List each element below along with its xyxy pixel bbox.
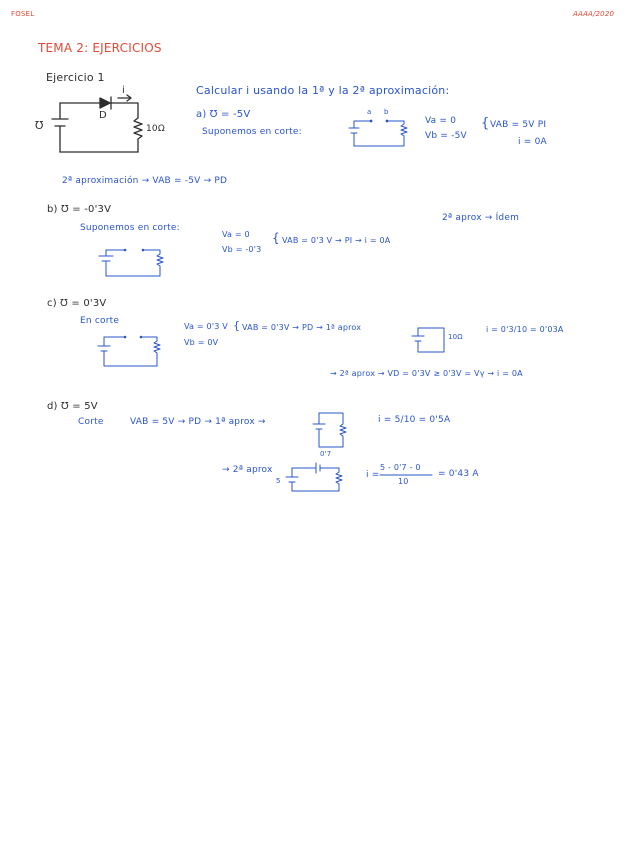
item-d-diode-drop: 0'7 [320,450,332,458]
item-a-brace: { [481,116,490,131]
item-c-second-approx: → 2ª aprox → VD = 0'3V ≥ 0'3V = Vγ → i = 0A [330,369,523,378]
exercise-heading: Ejercicio 1 [46,71,105,84]
item-c-brace: { [233,319,241,332]
item-d-current2-numerator: 5 - 0'7 - 0 [380,463,421,472]
item-d-current1: i = 5/10 = 0'5A [378,415,451,425]
exercise-prompt: Calcular i usando la 1ª y la 2ª aproximación: [196,84,450,97]
item-d-assumption: Corte [78,417,104,427]
item-c-assumption: En corte [80,316,120,326]
item-d-current2-denominator: 10 [398,477,409,486]
item-b-side-note: 2ª aprox → Ídem [442,213,520,223]
item-a-assumption: Suponemos en corte: [202,127,302,137]
page-title: TEMA 2: EJERCICIOS [38,41,162,55]
item-d-source-value: 5 [276,477,281,485]
item-b-brace: { [272,231,280,245]
header-date: AAAA/2020 [573,10,615,18]
item-d-current2-prefix: i = [366,470,380,480]
item-a-eq-va: Va = 0 [425,116,457,126]
item-b-eq-vb: Vb = -0'3 [222,245,262,254]
node-b-label: b [384,108,389,116]
item-a-result-vab: VAB = 5V PI [490,120,547,130]
item-c-eq-va: Va = 0'3 V [184,322,228,331]
current-label: i [122,85,125,96]
node-a-label: a [367,108,372,116]
item-b: b) Ʊ = -0'3V [47,204,112,215]
diode-label: D [99,110,107,121]
item-a-result-i: i = 0A [518,137,547,147]
item-a-eq-vb: Vb = -5V [425,131,467,141]
item-c-eq-vb: Vb = 0V [184,338,219,347]
item-c-result: VAB = 0'3V → PD → 1ª aprox [242,323,362,332]
header-subject: FOSEL [11,10,35,18]
item-a: a) Ʊ = -5V [196,109,251,120]
item-b-eq-va: Va = 0 [222,230,250,239]
item-c-resistor-label: 10Ω [448,333,463,341]
item-d-second-approx: → 2ª aprox [222,465,273,475]
source-label: Ʊ [35,119,44,132]
item-b-assumption: Suponemos en corte: [80,223,180,233]
item-a-second-approx: 2ª aproximación → VAB = -5V → PD [62,176,228,186]
item-d: d) Ʊ = 5V [47,401,98,412]
resistor-label: 10Ω [146,124,165,134]
item-b-result: VAB = 0'3 V → PI → i = 0A [282,236,391,245]
item-c: c) Ʊ = 0'3V [47,298,107,309]
item-d-current2-result: = 0'43 A [438,469,479,479]
item-d-result: VAB = 5V → PD → 1ª aprox → [130,417,266,427]
item-c-current: i = 0'3/10 = 0'03A [486,325,564,334]
